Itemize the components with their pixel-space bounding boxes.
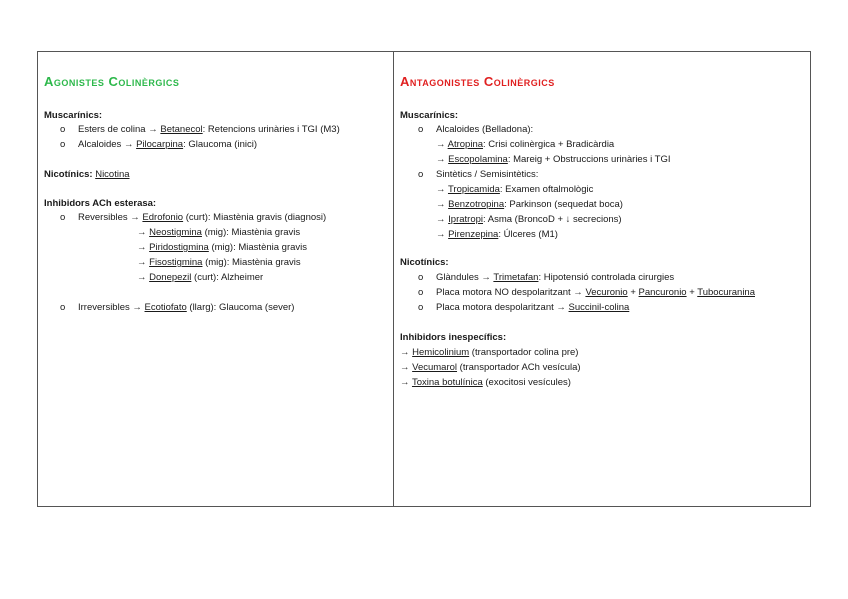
- list-item: → Tropicamida: Examen oftalmològic: [436, 184, 594, 195]
- list-item: → Donepezil (curt): Alzheimer: [137, 272, 264, 283]
- list-item: o Reversibles → Edrofonio (curt): Miastènia gravis (diagnosi): [78, 212, 326, 224]
- list-item: → Pirenzepina: Úlceres (M1): [436, 229, 558, 240]
- nicotinics-heading: Nicotínics:: [400, 257, 449, 268]
- list-item: o Glàndules → Trimetafan: Hipotensió controlada cirurgies: [436, 272, 674, 284]
- list-item: → Vecumarol (transportador ACh vesícula): [400, 362, 581, 373]
- muscarinics-heading: Muscarínics:: [44, 110, 103, 121]
- antagonists-column: [394, 52, 810, 506]
- list-item: o Alcaloides (Belladona):: [436, 124, 533, 136]
- list-item: o Placa motora despolaritzant → Succinil-colina: [436, 302, 629, 314]
- notes-table: [37, 51, 811, 507]
- list-item: o Placa motora NO despolaritzant → Vecuronio + Pancuronio + Tubocuranina: [436, 287, 755, 299]
- list-item: → Benzotropina: Parkinson (sequedat boca): [436, 199, 623, 210]
- list-item: → Fisostigmina (mig): Miastènia gravis: [137, 257, 301, 268]
- agonists-column: [38, 52, 394, 506]
- list-item: → Ipratropi: Asma (BroncoD + ↓ secrecions): [436, 214, 622, 225]
- nonspecific-inhibitors-heading: Inhibidors inespecífics:: [400, 332, 507, 343]
- nicotinics-heading: Nicotínics: Nicotina: [44, 169, 130, 180]
- muscarinics-heading: Muscarínics:: [400, 110, 459, 121]
- list-item: → Atropina: Crisi colinèrgica + Bradicàrdia: [436, 139, 615, 150]
- agonists-title: Agonistes Colinèrgics: [44, 74, 180, 89]
- list-item: o Esters de colina → Betanecol: Retencions urinàries i TGI (M3): [78, 124, 340, 136]
- list-item: o Irreversibles → Ecotiofato (llarg): Glaucoma (sever): [78, 302, 294, 314]
- list-item: o Alcaloides → Pilocarpina: Glaucoma (inici): [78, 139, 257, 151]
- antagonists-title: Antagonistes Colinèrgics: [400, 74, 555, 89]
- list-item: → Neostigmina (mig): Miastènia gravis: [137, 227, 301, 238]
- list-item: → Escopolamina: Mareig + Obstruccions urinàries i TGI: [436, 154, 671, 165]
- list-item: → Piridostigmina (mig): Miastènia gravis: [137, 242, 308, 253]
- ache-inhibitors-heading: Inhibidors ACh esterasa:: [44, 198, 157, 209]
- list-item: → Toxina botulínica (exocitosi vesícules): [400, 377, 571, 388]
- list-item: → Hemicolinium (transportador colina pre): [400, 347, 579, 358]
- list-item: o Sintètics / Semisintètics:: [436, 169, 538, 181]
